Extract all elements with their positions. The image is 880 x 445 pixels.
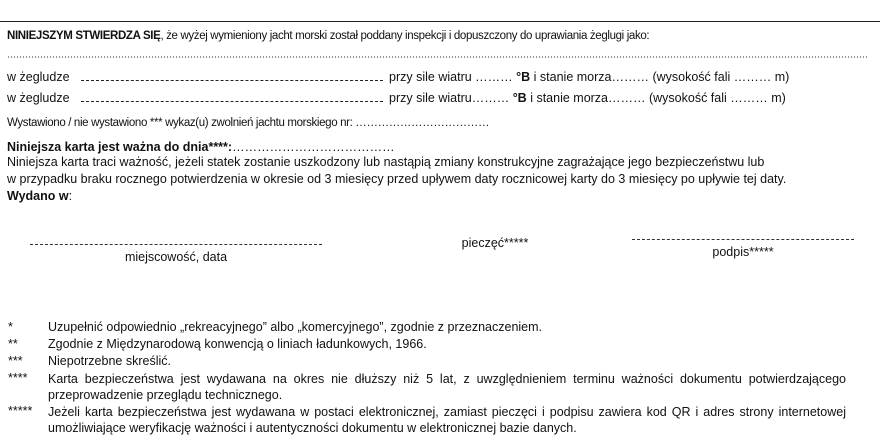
issued-at-line [7,189,72,203]
statement-text: , że wyżej wymieniony jacht morski został poddany inspekcji i dopuszczony do uprawiania żeglugi jako: [160,30,650,42]
validity-line [7,140,395,154]
navigation-row-2 [7,91,786,105]
navigation-row-1 [7,70,789,84]
exemption-list-line: Wystawiono / nie wystawiono *** wykaz(u) zwolnień jachtu morskiego nr: ……………………………… [7,117,490,129]
wind-text: przy sile wiatru ……… [389,70,513,84]
wind-text: przy sile wiatru……… [389,91,510,105]
row-label: w żegludze [7,91,70,105]
footnote-mark: * [8,320,13,334]
navigation-area-field[interactable] [81,92,383,102]
navigation-area-field[interactable] [81,71,383,81]
footnote-text: Zgodnie z Międzynarodową konwencją o liniach ładunkowych, 1966. [48,337,427,351]
stamp-label: pieczęć***** [461,236,529,250]
signature-label: podpis***** [712,245,774,259]
footnote-mark: **** [8,371,28,385]
footnote-mark: ** [8,337,18,351]
statement-bold: NINIEJSZYM STWIERDZA SIĘ [7,30,161,42]
footnote-text: Karta bezpieczeństwa jest wydawana na okres nie dłuższy niż 5 lat, z uwzględnieniem terminu ważności dokumentu potwierdzającego przeprowadzenie przeglądu technicznego. [48,372,846,402]
inspection-statement [7,30,649,42]
place-date-label: miejscowość, data [124,250,228,264]
place-date-line[interactable] [30,244,322,246]
footnote-text: Jeżeli karta bezpieczeństwa jest wydawana w postaci elektronicznej, zamiast pieczęci i podpisu zawiera kod QR i adres strony internetowej umożliwiające weryfikację ważności i autentyczności dokumentu w elektronicznej bazie danych. [48,405,846,435]
navigation-type-dotted-line [7,54,869,60]
footnote-mark: *** [8,354,23,368]
row-label: w żegludze [7,70,70,84]
validity-date-field[interactable]: ………………………………… [232,140,395,154]
issued-at-colon: : [68,189,73,203]
footnote-mark: ***** [8,404,33,418]
beaufort-unit: °B [512,91,527,105]
validity-condition-1: Niniejsza karta traci ważność, jeżeli statek zostanie uszkodzony lub nastąpią zmiany konstrukcyjne zagrażające jego bezpieczeństwu lub [7,155,765,169]
beaufort-unit: °B [516,70,531,84]
footnote-text: Uzupełnić odpowiednio „rekreacyjnego” albo „komercyjnego”, zgodnie z przeznaczeniem. [48,320,543,334]
issued-at-label: Wydano w [7,189,69,203]
validity-label: Niniejsza karta jest ważna do dnia****: [7,140,233,154]
validity-condition-2: w przypadku braku rocznego potwierdzenia w okresie od 3 miesięcy przed upływem daty rocznicowej karty do 3 miesięcy po upływie tej daty. [7,172,787,186]
sea-text: i stanie morza……… (wysokość fali ……… m) [530,91,786,105]
footnote-text: Niepotrzebne skreślić. [48,354,171,368]
top-rule [0,21,880,22]
signature-line[interactable] [632,239,854,241]
sea-text: i stanie morza……… (wysokość fali ……… m) [533,70,790,84]
